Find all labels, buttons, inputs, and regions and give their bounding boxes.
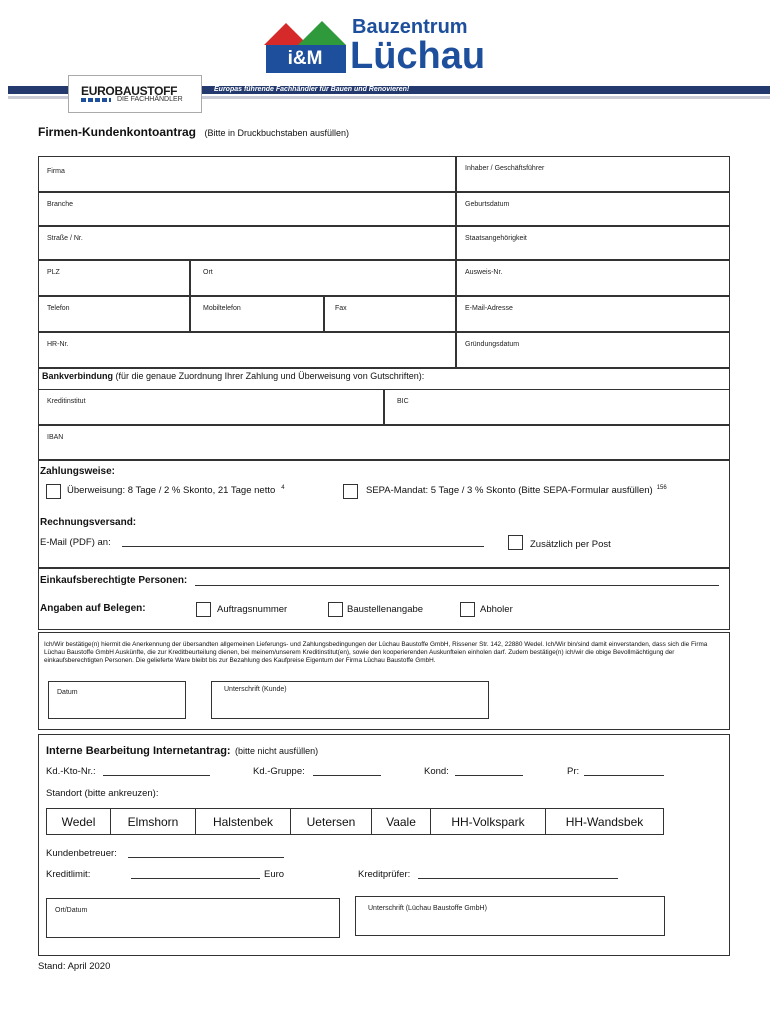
- sepa-label: SEPA-Mandat: 5 Tage / 3 % Skonto (Bitte SEPA-Formular ausfüllen) $^{156}$: [366, 485, 667, 497]
- telefon-field[interactable]: Telefon: [38, 296, 190, 332]
- authorized-input[interactable]: [195, 585, 719, 586]
- eurobaustoff-squares: [81, 98, 111, 102]
- mobil-field[interactable]: Mobiltelefon: [190, 296, 324, 332]
- inhaber-field[interactable]: Inhaber / Geschäftsführer: [456, 156, 730, 192]
- bic-field[interactable]: BIC: [384, 389, 730, 425]
- kto-input[interactable]: [103, 775, 210, 776]
- kto-label: Kd.-Kto-Nr.:: [46, 766, 96, 777]
- betreuer-input[interactable]: [128, 857, 284, 858]
- standort-wedel[interactable]: Wedel: [46, 808, 111, 835]
- internal-header: Interne Bearbeitung Internetantrag: (bitte nicht ausfüllen): [46, 745, 319, 757]
- standort-uetersen[interactable]: Uetersen: [290, 808, 372, 835]
- strasse-field[interactable]: Straße / Nr.: [38, 226, 456, 260]
- kreditpruefer-label: Kreditprüfer:: [358, 869, 411, 880]
- ausweis-field[interactable]: Ausweis-Nr.: [456, 260, 730, 296]
- email-field[interactable]: E-Mail-Adresse: [456, 296, 730, 332]
- payment-header: Zahlungsweise:: [40, 466, 116, 477]
- standort-vaale[interactable]: Vaale: [371, 808, 431, 835]
- baustelle-label: Baustellenangabe: [347, 604, 424, 615]
- eurobaustoff-logo: EUROBAUSTOFF DIE FACHHÄNDLER: [68, 75, 202, 113]
- plz-field[interactable]: PLZ: [38, 260, 190, 296]
- pr-label: Pr:: [567, 766, 580, 777]
- firma-field[interactable]: Firma: [38, 156, 456, 192]
- invoice-header: Rechnungsversand:: [40, 517, 137, 528]
- kond-input[interactable]: [455, 775, 523, 776]
- baustelle-checkbox[interactable]: [328, 602, 343, 617]
- euro-label: Euro: [264, 869, 285, 880]
- post-label: Zusätzlich per Post: [530, 539, 611, 550]
- consent-text: Ich/Wir bestätige(n) hiermit die Anerkennung der übersandten allgemeinen Lieferungs- und Zahlungsbedingungen der Lüchau Baustoffe GmbH, Rissener Str. 142, 22880 Wedel. Ich/Wir bin/sind damit einverstanden, dass sich die Firma Lüchau Baustoffe GmbH Auskünfte, die zur Kreditbeurteilung dienen, bei meinem/unserem Kreditinstitut(en), sowie den kooperierenden Auskunfteien einholen darf. Zudem bestätige(n) ich/wir die obige Bevollmächtigung der einkaufsberechtigten Personen. Die gelieferte Ware bleibt bis zur Bezahlung des Kaufpreise Eigentum der Firma Lüchau Baustoffe GmbH.: [44, 641, 708, 665]
- auftrag-checkbox[interactable]: [196, 602, 211, 617]
- unterschrift-kunde-field[interactable]: Unterschrift (Kunde): [211, 681, 489, 719]
- hr-field[interactable]: HR-Nr.: [38, 332, 456, 368]
- kreditinstitut-field[interactable]: Kreditinstitut: [38, 389, 384, 425]
- belege-label: Angaben auf Belegen:: [40, 603, 146, 614]
- stand-label: Stand: April 2020: [38, 961, 111, 972]
- tagline: Europas führende Fachhändler für Bauen und Renovieren!: [214, 86, 410, 93]
- branche-field[interactable]: Branche: [38, 192, 456, 226]
- kreditlimit-input[interactable]: [131, 878, 260, 879]
- auftrag-label: Auftragsnummer: [217, 604, 288, 615]
- standort-hh-volkspark[interactable]: HH-Volkspark: [430, 808, 546, 835]
- unterschrift-luechau-field[interactable]: Unterschrift (Lüchau Baustoffe GmbH): [355, 896, 665, 936]
- fax-field[interactable]: Fax: [324, 296, 456, 332]
- standort-hh-wandsbek[interactable]: HH-Wandsbek: [545, 808, 664, 835]
- kreditpruefer-input[interactable]: [418, 878, 618, 879]
- staatsangehoerigkeit-field[interactable]: Staatsangehörigkeit: [456, 226, 730, 260]
- ueberweisung-checkbox[interactable]: [46, 484, 61, 499]
- email-pdf-input[interactable]: [122, 546, 484, 547]
- ort-field[interactable]: Ort: [190, 260, 456, 296]
- kond-label: Kond:: [424, 766, 449, 777]
- gruppe-label: Kd.-Gruppe:: [253, 766, 305, 777]
- datum-field[interactable]: Datum: [48, 681, 186, 719]
- authorized-label: Einkaufsberechtigte Personen:: [40, 575, 188, 586]
- gruppe-input[interactable]: [313, 775, 381, 776]
- brand-main: Lüchau: [350, 35, 486, 77]
- kreditlimit-label: Kreditlimit:: [46, 869, 91, 880]
- gruendung-field[interactable]: Gründungsdatum: [456, 332, 730, 368]
- abholer-checkbox[interactable]: [460, 602, 475, 617]
- ortdatum-field[interactable]: Ort/Datum: [46, 898, 340, 938]
- standort-label: Standort (bitte ankreuzen):: [46, 788, 159, 799]
- brand-top: Bauzentrum: [352, 16, 468, 38]
- im-logo-text: i&M: [287, 48, 323, 69]
- email-pdf-label: E-Mail (PDF) an:: [40, 537, 111, 548]
- iban-field[interactable]: IBAN: [38, 425, 730, 460]
- standort-halstenbek[interactable]: Halstenbek: [195, 808, 291, 835]
- abholer-label: Abholer: [480, 604, 513, 615]
- ueberweisung-label: Überweisung: 8 Tage / 2 % Skonto, 21 Tage netto $^4$: [67, 485, 285, 497]
- pr-input[interactable]: [584, 775, 664, 776]
- post-checkbox[interactable]: [508, 535, 523, 550]
- standort-elmshorn[interactable]: Elmshorn: [110, 808, 196, 835]
- geburtsdatum-field[interactable]: Geburtsdatum: [456, 192, 730, 226]
- betreuer-label: Kundenbetreuer:: [46, 848, 117, 859]
- bank-header: Bankverbindung (für die genaue Zuordnung Ihrer Zahlung und Überweisung von Gutschriften):: [42, 371, 425, 381]
- form-title: Firmen-Kundenkontoantrag (Bitte in Druckbuchstaben ausfüllen): [38, 125, 350, 139]
- sepa-checkbox[interactable]: [343, 484, 358, 499]
